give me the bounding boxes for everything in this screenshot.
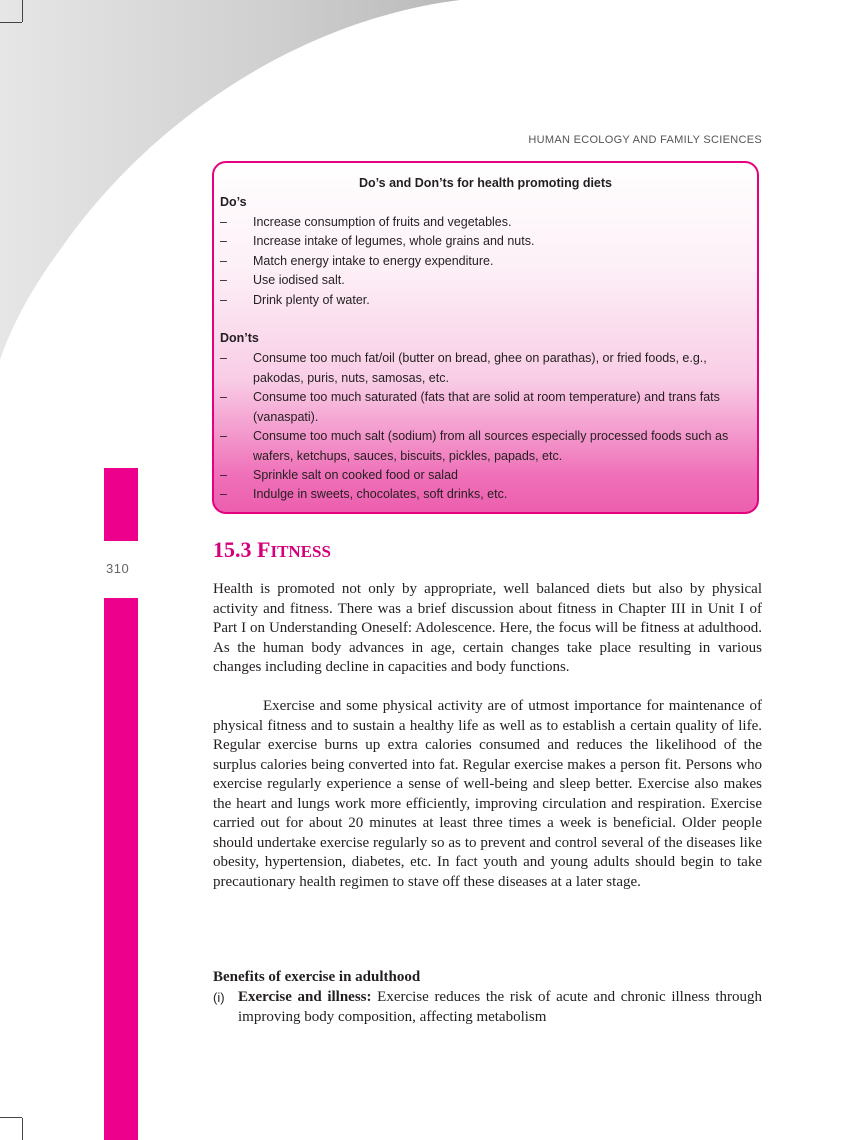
running-head: HUMAN ECOLOGY AND FAMILY SCIENCES: [528, 134, 762, 146]
section-title-rest: ITNESS: [270, 542, 331, 561]
donts-item: – Consume too much fat/oil (butter on bread, ghee on parathas), or fried foods, e.g., pakodas, puris, nuts, samosas, etc.: [220, 351, 707, 385]
list-term: Exercise and illness:: [238, 989, 372, 1005]
section-title: [213, 537, 331, 563]
donts-item: – Sprinkle salt on cooked food or salad: [220, 468, 458, 482]
page-number: 310: [106, 561, 130, 576]
dos-heading: Do’s: [220, 195, 247, 209]
benefits-heading: Benefits of exercise in adulthood: [213, 969, 421, 985]
section-title-first: F: [257, 537, 271, 562]
margin-bar-top: [104, 468, 138, 541]
crop-mark: [0, 1117, 22, 1118]
crop-mark: [22, 0, 23, 22]
dos-item: – Drink plenty of water.: [220, 293, 370, 307]
dos-item: – Use iodised salt.: [220, 273, 345, 287]
list-item: [213, 988, 762, 1027]
list-number: (i): [213, 990, 225, 1005]
crop-mark: [22, 1118, 23, 1140]
dos-item: – Increase consumption of fruits and vegetables.: [220, 215, 512, 229]
donts-item: – Consume too much saturated (fats that are solid at room temperature) and trans fats (vanaspati).: [220, 390, 720, 424]
section-number: 15.3: [213, 537, 252, 562]
margin-bar-bottom: [104, 598, 138, 1140]
donts-item: – Consume too much salt (sodium) from all sources especially processed foods such as wafers, ketchups, sauces, biscuits, pickles, papads, etc.: [220, 429, 729, 463]
list-text: Exercise reduces the risk of acute and chronic illness through improving body composition, affecting metabolism: [238, 989, 762, 1025]
dos-item: – Match energy intake to energy expenditure.: [220, 254, 494, 268]
donts-heading: Don’ts: [220, 331, 259, 345]
donts-item: – Indulge in sweets, chocolates, soft drinks, etc.: [220, 487, 508, 501]
paragraph: Health is promoted not only by appropriate, well balanced diets but also by physical activity and fitness. There was a brief discussion about fitness in Chapter III in Unit I of Part I on Understanding Oneself: Adolescence. Here, the focus will be fitness at adulthood. As the human body advances in age, certain changes take place resulting in various changes including decline in capacities and body functions.: [213, 581, 762, 675]
dos-item: – Increase intake of legumes, whole grains and nuts.: [220, 234, 535, 248]
crop-mark: [0, 22, 22, 23]
dos-donts-box: [212, 161, 759, 514]
paragraph: Exercise and some physical activity are of utmost importance for maintenance of physical fitness and to sustain a healthy life as well as to establish a certain quality of life. Regular exercise burns up extra calories consumed and reduces the likelihood of the surplus calories being converted into fat. Regular exercise makes a person fit. Persons who exercise regularly experience a sense of well-being and sleep better. Exercise also makes the heart and lungs work more efficiently, improving circulation and respiration. Exercise carried out for about 20 minutes at least three times a week is beneficial. Older people should undertake exercise regularly so as to prevent and control several of the diseases like obesity, hypertension, diabetes, etc. In fact youth and young adults should begin to take precautionary health regimen to stave off these diseases at a later stage.: [213, 698, 762, 890]
box-title: Do’s and Don’ts for health promoting diets: [358, 176, 612, 190]
